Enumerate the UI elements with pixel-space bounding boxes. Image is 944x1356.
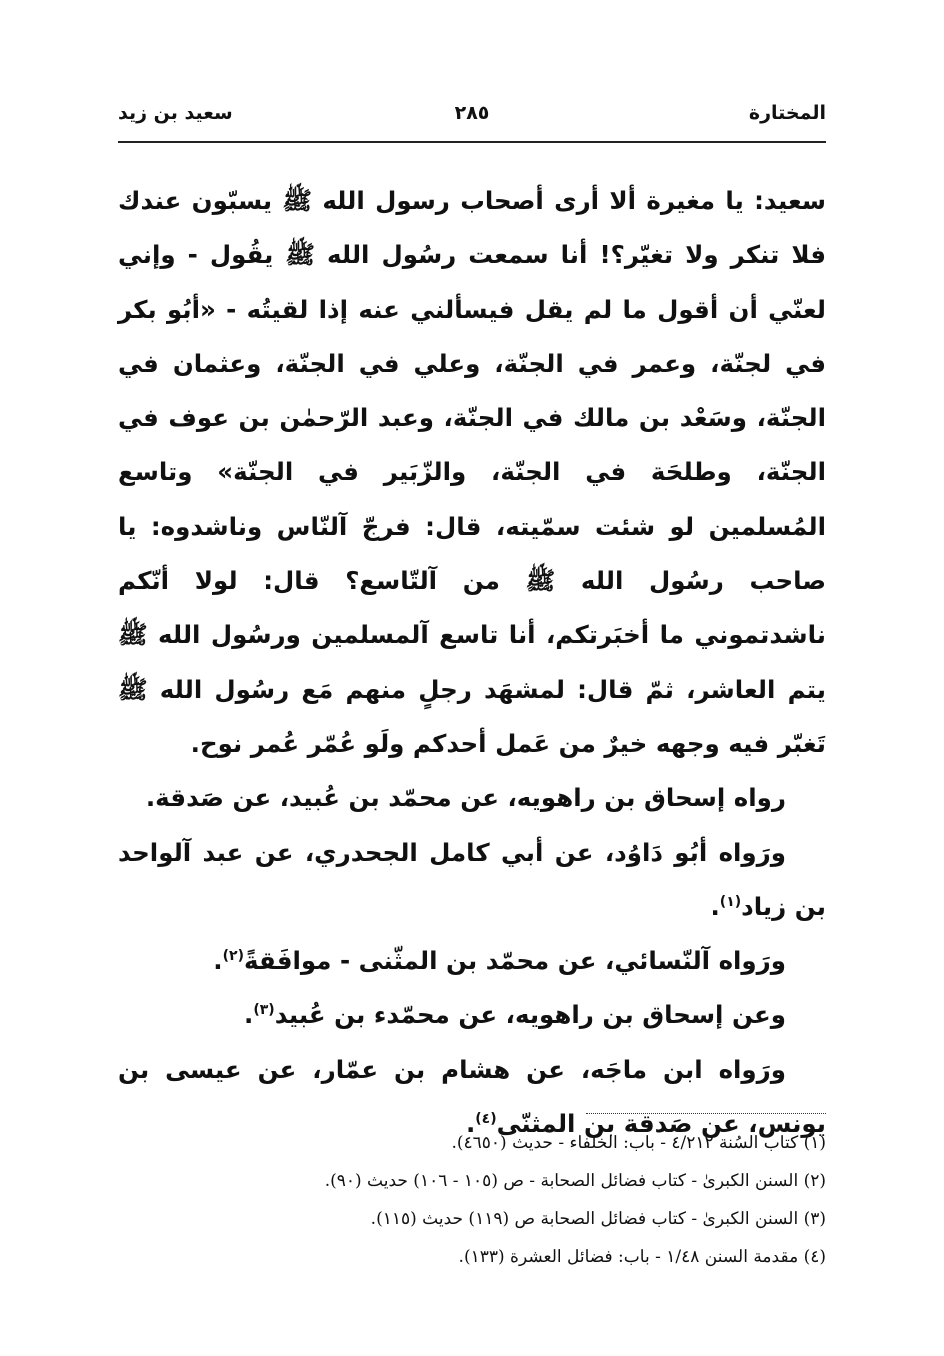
footnote-item: (٣) السنن الكبرىٰ - كتاب فضائل الصحابة ص (١١٩) حديث (١١٥). (370, 1209, 826, 1229)
page-header (118, 96, 826, 136)
footnote-marker: (٤) (475, 1110, 497, 1127)
paragraph-tail: . (710, 891, 720, 921)
paragraph-text: ورَواه ابن ماجَه، عن هشام بن عمّار، عن عيسى بن يونس، عن صَدقة بن المثنّى (118, 1054, 826, 1139)
paragraph-narration (118, 934, 826, 988)
paragraph-narration (118, 826, 826, 935)
paragraph-narration (118, 988, 826, 1042)
paragraph-tail: . (244, 1000, 254, 1030)
footnote-item: (٢) السنن الكبرىٰ - كتاب فضائل الصحابة - ص (١٠٥ - ١٠٦) حديث (٩٠). (324, 1171, 826, 1191)
book-title: المختارة (748, 102, 826, 124)
page-number: ٢٨٥ (454, 102, 490, 124)
paragraph-hadith (118, 174, 826, 771)
footnote-item: (٤) مقدمة السنن ١/٤٨ - باب: فضائل العشرة (١٣٣). (458, 1247, 826, 1267)
paragraph-text: ورَواه أبُو دَاوُد، عن أبي كامل الجحدري، عن عبد آلواحد بن زياد (118, 837, 826, 921)
footnote-marker: (٢) (222, 948, 244, 964)
footnote-item: (١) كتاب السُنة ٤/٢١٢ - باب: الخلفاء - حديث (٤٦٥٠). (451, 1133, 826, 1153)
paragraph-text: رواه إسحاق بن راهويه، عن محمّد بن عُبيد، عن صَدقة. (145, 783, 786, 813)
paragraph-text: ورَواه آلنّسائي، عن محمّد بن المثّنى - موافَقةً (243, 946, 786, 976)
main-text (118, 174, 826, 1151)
paragraph-text: سعيد: يا مغيرة ألا أرى أصحاب رسول الله ﷺ يسبّون عندك فلا تنكر ولا تغيّر؟! أنا سمعت رسُول الله ﷺ يقُول - وإني لعنّي أن أقول ما لم يقل فيسألني عنه إذا لقيتُه - «أبُو بكر في لجنّة، وعمر في الجنّة، وعلي في الجنّة، وعثمان في الجنّة، وسَعْد بن مالك في الجنّة، وعبد الرّحمٰن بن عوف في الجنّة، وطلحَة في الجنّة، والزّبَير في الجنّة» وتاسع المُسلمين لو شئت سمّيته، قال: فرجّ آلنّاس وناشدوه: يا صاحب رسُول الله ﷺ من آلتّاسع؟ قال: لولا أنّكم ناشدتموني ما أخبَرتكم، أنا تاسع آلمسلمين ورسُول الله ﷺ يتم العاشر، ثمّ قال: لمشهَد رجلٍ منهم مَع رسُول الله ﷺ تَغبّر فيه وجهه خيرٌ من عَمل أحدكم ولَو عُمّر عُمر نوح. (118, 186, 826, 758)
paragraph-tail: . (465, 1109, 476, 1139)
header-rule (118, 141, 826, 143)
footnote-marker: (١) (719, 893, 742, 910)
paragraph-text: وعن إسحاق بن راهويه، عن محمّدء بن عُبيد (274, 1000, 786, 1030)
footnote-separator (586, 1113, 826, 1114)
paragraph-tail: . (213, 946, 223, 976)
footnote-marker: (٣) (253, 1002, 275, 1019)
chapter-title: سعيد بن زيد (118, 102, 233, 124)
footnotes (118, 1124, 826, 1276)
paragraph-narration (118, 771, 826, 825)
